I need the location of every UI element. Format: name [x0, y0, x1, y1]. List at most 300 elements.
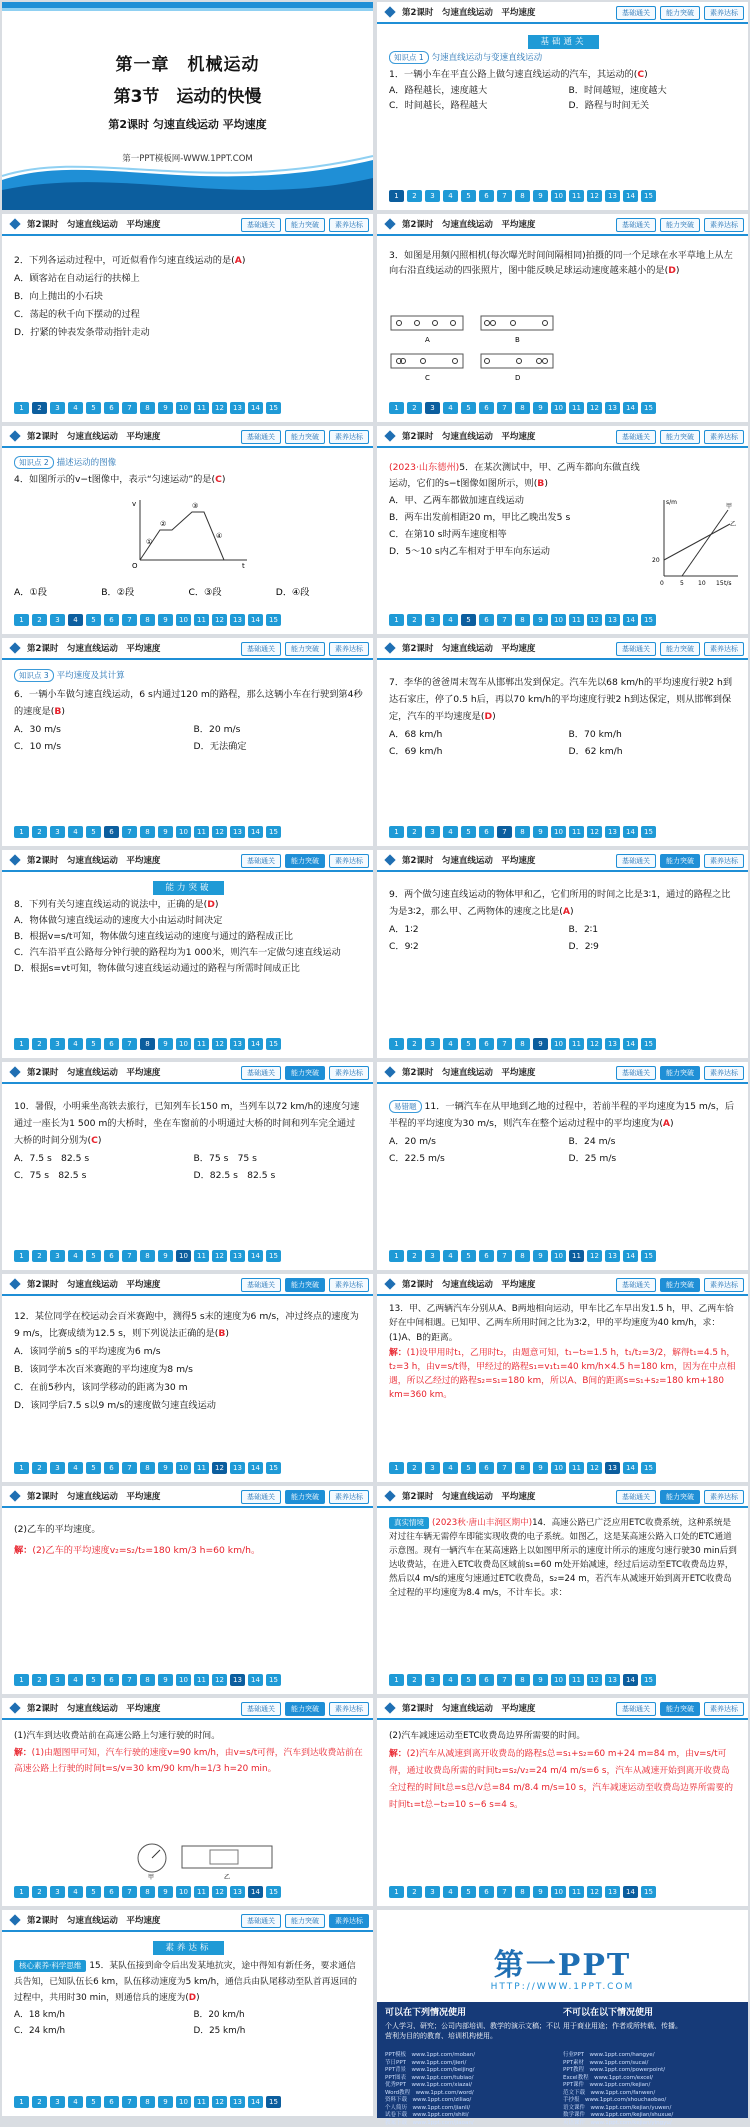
slide-q10[interactable]: 第2课时 匀速直线运动 平均速度 基础通关 能力突破 素养达标 10．暑假，小明乘坐高铁去旅行，已知列车长150 m，当列车以72 km/h的速度匀速通过一座长为1 500 m的大桥时，坐在车窗前的小明通过大桥的时间和列车完全通过大桥的时间分别为(C) A．7.5 s 82.5 s B．75 s 75 s C．75 s 82.5 s D．82.5 s 82.5 s 1 2 3 4 5 6 7 8 9 10 11 12 13 14 15: [2, 1062, 373, 1270]
pager[interactable]: [14, 1886, 281, 1898]
page-button-6[interactable]: 6: [104, 1886, 119, 1898]
page-button-7[interactable]: 7: [122, 2096, 137, 2108]
page-button-4[interactable]: 4: [68, 614, 83, 626]
slide-q12[interactable]: 第2课时 匀速直线运动 平均速度 基础通关 能力突破 素养达标 12．某位同学在校运动会百米赛跑中，测得5 s末的速度为6 m/s，冲过终点的速度为9 m/s，比赛成绩为12.5 s，则下列说法正确的是(B) A．该同学前5 s的平均速度为6 m/s B．该同学本次百米赛跑的平均速度为8 m/s C．在前5秒内，该同学移动的距离为30 m D．该同学后7.5 s以9 m/s的速度做匀速直线运动 1 2 3 4 5 6 7 8 9 10 11 12 13 14 15: [2, 1274, 373, 1482]
page-button-5[interactable]: 5: [461, 1674, 476, 1686]
page-button-9[interactable]: 9: [533, 1038, 548, 1050]
page-button-3[interactable]: 3: [50, 2096, 65, 2108]
tab-literacy[interactable]: 素养达标: [329, 430, 369, 444]
page-button-2[interactable]: 2: [407, 614, 422, 626]
resource-link[interactable]: 教案下载 www.1ppt.com/jiaoan/: [385, 2120, 563, 2127]
page-button-8[interactable]: 8: [140, 1038, 155, 1050]
page-button-12[interactable]: 12: [212, 614, 227, 626]
page-button-4[interactable]: 4: [443, 1038, 458, 1050]
page-button-4[interactable]: 4: [443, 190, 458, 202]
page-button-13[interactable]: 13: [230, 1250, 245, 1262]
page-button-15[interactable]: 15: [641, 1462, 656, 1474]
page-button-8[interactable]: 8: [140, 1250, 155, 1262]
page-button-1[interactable]: 1: [14, 1462, 29, 1474]
pager[interactable]: [389, 1462, 656, 1474]
page-button-4[interactable]: 4: [68, 1674, 83, 1686]
tab-literacy[interactable]: 素养达标: [704, 6, 744, 20]
page-button-14[interactable]: 14: [623, 826, 638, 838]
page-button-10[interactable]: 10: [551, 1250, 566, 1262]
page-button-9[interactable]: 9: [533, 826, 548, 838]
page-button-6[interactable]: 6: [479, 1038, 494, 1050]
page-button-15[interactable]: 15: [641, 614, 656, 626]
page-button-4[interactable]: 4: [443, 614, 458, 626]
pager[interactable]: [389, 826, 656, 838]
page-button-9[interactable]: 9: [533, 614, 548, 626]
page-button-14[interactable]: 14: [248, 402, 263, 414]
page-button-14[interactable]: 14: [248, 1462, 263, 1474]
page-button-2[interactable]: 2: [407, 1250, 422, 1262]
page-button-14[interactable]: 14: [623, 402, 638, 414]
page-button-2[interactable]: 2: [407, 1462, 422, 1474]
pager[interactable]: [389, 190, 656, 202]
tab-ability[interactable]: 能力突破: [660, 6, 700, 20]
page-button-13[interactable]: 13: [605, 826, 620, 838]
resource-link[interactable]: 个人简历 www.1ppt.com/jianli/: [385, 2105, 563, 2113]
page-button-7[interactable]: 7: [122, 614, 137, 626]
tab-basic[interactable]: 基础通关: [616, 854, 656, 868]
page-button-4[interactable]: 4: [68, 1462, 83, 1474]
tab-basic[interactable]: 基础通关: [241, 218, 281, 232]
page-button-10[interactable]: 10: [551, 1038, 566, 1050]
page-button-7[interactable]: 7: [497, 1462, 512, 1474]
page-button-1[interactable]: 1: [389, 1250, 404, 1262]
tab-ability[interactable]: 能力突破: [285, 642, 325, 656]
page-button-13[interactable]: 13: [605, 614, 620, 626]
page-button-15[interactable]: 15: [641, 190, 656, 202]
page-button-2[interactable]: 2: [407, 1674, 422, 1686]
page-button-4[interactable]: 4: [443, 1462, 458, 1474]
resource-link[interactable]: PPT模板 www.1ppt.com/moban/: [385, 2052, 563, 2060]
page-button-4[interactable]: 4: [443, 1674, 458, 1686]
tab-literacy[interactable]: 素养达标: [329, 1490, 369, 1504]
slide-q5[interactable]: 第2课时 匀速直线运动 平均速度 基础通关 能力突破 素养达标 (2023·山东德州)5．在某次测试中，甲、乙两车都向东做直线运动，它们的s−t图像如图所示，则(B) A．甲、乙两车都做加速直线运动 B．两车出发前相距20 m，甲比乙晚出发5 s C．在第10 s时两车速度相等 D．5～10 s内乙车相对于甲车向东运动 s/m t/s 0 5 10 15 20 甲 乙 1 2 3 4 5 6 7 8 9 10 11 12 13 14 15: [377, 426, 748, 634]
page-button-15[interactable]: 15: [266, 402, 281, 414]
page-button-6[interactable]: 6: [104, 1038, 119, 1050]
page-button-5[interactable]: 5: [461, 190, 476, 202]
page-button-6[interactable]: 6: [479, 1462, 494, 1474]
page-button-1[interactable]: 1: [389, 1674, 404, 1686]
tab-literacy[interactable]: 素养达标: [704, 854, 744, 868]
page-button-10[interactable]: 10: [176, 2096, 191, 2108]
tab-ability[interactable]: 能力突破: [660, 854, 700, 868]
page-button-8[interactable]: 8: [140, 1674, 155, 1686]
tab-ability[interactable]: 能力突破: [660, 218, 700, 232]
page-button-13[interactable]: 13: [230, 614, 245, 626]
page-button-11[interactable]: 11: [569, 402, 584, 414]
page-button-15[interactable]: 15: [266, 1038, 281, 1050]
slide-q4[interactable]: 第2课时 匀速直线运动 平均速度 基础通关 能力突破 素养达标 知识点 2 描述运动的图像 4．如图所示的v−t图像中，表示“匀速运动”的是(C) v t O ① ② ③ ④ A．①段 B．②段 C．③段 D．④段 1 2 3 4 5 6 7 8 9 10 11 12 13 14 15: [2, 426, 373, 634]
slide-q2[interactable]: 第2课时 匀速直线运动 平均速度 基础通关 能力突破 素养达标 2．下列各运动过程中，可近似看作匀速直线运动的是(A) A．顾客站在自动运行的扶梯上 B．向上抛出的小石块 C．荡起的秋千向下摆动的过程 D．拧紧的钟表发条带动指针走动 1 2 3 4 5 6 7 8 9 10 11 12 13 14 15: [2, 214, 373, 422]
page-button-2[interactable]: 2: [32, 614, 47, 626]
page-button-11[interactable]: 11: [569, 1250, 584, 1262]
tab-ability[interactable]: 能力突破: [660, 1490, 700, 1504]
page-button-8[interactable]: 8: [515, 1462, 530, 1474]
page-button-7[interactable]: 7: [497, 1886, 512, 1898]
page-button-3[interactable]: 3: [425, 1674, 440, 1686]
page-button-4[interactable]: 4: [443, 402, 458, 414]
tab-ability[interactable]: 能力突破: [285, 430, 325, 444]
page-button-6[interactable]: 6: [479, 614, 494, 626]
page-button-1[interactable]: 1: [389, 614, 404, 626]
page-button-7[interactable]: 7: [497, 1250, 512, 1262]
tab-literacy[interactable]: 素养达标: [329, 1702, 369, 1716]
tab-ability[interactable]: 能力突破: [660, 1066, 700, 1080]
slide-q13-part2[interactable]: 第2课时 匀速直线运动 平均速度 基础通关 能力突破 素养达标 (2)乙车的平均速度。 解：(2)乙车的平均速度v₂=s₂/t₂=180 km/3 h=60 km/h。 1 2 3 4 5 6 7 8 9 10 11 12 13 14 15: [2, 1486, 373, 1694]
page-button-4[interactable]: 4: [68, 1250, 83, 1262]
page-button-3[interactable]: 3: [425, 614, 440, 626]
page-button-9[interactable]: 9: [158, 1674, 173, 1686]
page-button-4[interactable]: 4: [68, 1038, 83, 1050]
page-button-5[interactable]: 5: [461, 826, 476, 838]
tab-literacy[interactable]: 素养达标: [329, 642, 369, 656]
page-button-15[interactable]: 15: [641, 1038, 656, 1050]
page-button-9[interactable]: 9: [158, 1250, 173, 1262]
page-button-10[interactable]: 10: [551, 1886, 566, 1898]
page-button-8[interactable]: 8: [140, 1886, 155, 1898]
page-button-13[interactable]: 13: [230, 2096, 245, 2108]
page-button-10[interactable]: 10: [176, 1038, 191, 1050]
page-button-11[interactable]: 11: [194, 2096, 209, 2108]
page-button-12[interactable]: 12: [212, 826, 227, 838]
page-button-14[interactable]: 14: [248, 1674, 263, 1686]
page-button-3[interactable]: 3: [50, 1886, 65, 1898]
page-button-14[interactable]: 14: [623, 1462, 638, 1474]
resource-link[interactable]: PPT教程 www.1ppt.com/powerpoint/: [563, 2067, 741, 2075]
page-button-7[interactable]: 7: [122, 1886, 137, 1898]
page-button-3[interactable]: 3: [425, 1462, 440, 1474]
resource-link[interactable]: PPT课件 www.1ppt.com/kejian/: [563, 2082, 741, 2090]
page-button-5[interactable]: 5: [461, 1038, 476, 1050]
page-button-1[interactable]: 1: [14, 826, 29, 838]
page-button-3[interactable]: 3: [50, 402, 65, 414]
tab-literacy[interactable]: 素养达标: [329, 1278, 369, 1292]
page-button-13[interactable]: 13: [230, 1038, 245, 1050]
tab-literacy[interactable]: 素养达标: [329, 1066, 369, 1080]
page-button-10[interactable]: 10: [176, 826, 191, 838]
tab-basic[interactable]: 基础通关: [616, 6, 656, 20]
page-button-9[interactable]: 9: [533, 1674, 548, 1686]
pager[interactable]: [14, 826, 281, 838]
page-button-3[interactable]: 3: [425, 826, 440, 838]
page-button-15[interactable]: 15: [266, 2096, 281, 2108]
tab-ability[interactable]: 能力突破: [285, 1914, 325, 1928]
page-button-5[interactable]: 5: [461, 614, 476, 626]
page-button-13[interactable]: 13: [605, 1462, 620, 1474]
page-button-1[interactable]: 1: [14, 402, 29, 414]
slide-q11[interactable]: 第2课时 匀速直线运动 平均速度 基础通关 能力突破 素养达标 易错题 11．一辆汽车在从甲地到乙地的过程中，若前半程的平均速度为15 m/s，后半程的平均速度为30 m/s，则汽车在整个运动过程中的平均速度为(A) A．20 m/s B．24 m/s C．22.5 m/s D．25 m/s 1 2 3 4 5 6 7 8 9 10 11 12 13 14 15: [377, 1062, 748, 1270]
page-button-12[interactable]: 12: [587, 190, 602, 202]
resource-link[interactable]: 试卷下载 www.1ppt.com/shiti/: [385, 2112, 563, 2120]
tab-ability[interactable]: 能力突破: [660, 430, 700, 444]
page-button-5[interactable]: 5: [86, 826, 101, 838]
page-button-14[interactable]: 14: [623, 1038, 638, 1050]
page-button-8[interactable]: 8: [140, 1462, 155, 1474]
slide-q14[interactable]: 第2课时 匀速直线运动 平均速度 基础通关 能力突破 素养达标 真实情境 (2023秋·唐山丰润区期中)14．高速公路已广泛应用ETC收费系统，这种系统是对过往车辆无需停车即能实现收费的电子系统。如图乙，这是某高速公路入口处的ETC通道示意图。现有一辆汽车在某高速路上以如图甲所示的速度计所示的速度匀速行驶30 min后到达收费站，在进入ETC收费岛区域前s₁=60 m处开始减速，经过后运动至ETC收费岛边界，然后以4 m/s的速度匀速通过ETC收费岛，s₂=24 m，若汽车从减速开始到离开ETC收费岛全过程的平均速度为8.4 m/s，不计车长。求： 1 2 3 4 5 6 7 8 9 10 11 12 13 14 15: [377, 1486, 748, 1694]
page-button-10[interactable]: 10: [551, 190, 566, 202]
page-button-7[interactable]: 7: [497, 826, 512, 838]
page-button-11[interactable]: 11: [569, 1462, 584, 1474]
pager[interactable]: [14, 1462, 281, 1474]
page-button-3[interactable]: 3: [425, 190, 440, 202]
tab-ability[interactable]: 能力突破: [285, 218, 325, 232]
resource-link[interactable]: 行业PPT www.1ppt.com/hangye/: [563, 2052, 741, 2060]
page-button-9[interactable]: 9: [158, 1038, 173, 1050]
page-button-10[interactable]: 10: [551, 826, 566, 838]
page-button-5[interactable]: 5: [86, 614, 101, 626]
page-button-3[interactable]: 3: [425, 1886, 440, 1898]
resource-link[interactable]: 英语课件 www.1ppt.com/kejian/yingyu/: [563, 2120, 741, 2127]
tab-literacy[interactable]: 素养达标: [704, 1490, 744, 1504]
page-button-11[interactable]: 11: [194, 614, 209, 626]
page-button-3[interactable]: 3: [50, 1462, 65, 1474]
page-button-15[interactable]: 15: [266, 1250, 281, 1262]
page-button-1[interactable]: 1: [389, 190, 404, 202]
page-button-12[interactable]: 12: [587, 402, 602, 414]
page-button-1[interactable]: 1: [389, 826, 404, 838]
page-button-10[interactable]: 10: [176, 614, 191, 626]
page-button-2[interactable]: 2: [32, 1462, 47, 1474]
tab-basic[interactable]: 基础通关: [616, 1278, 656, 1292]
tab-literacy[interactable]: 素养达标: [704, 218, 744, 232]
tab-literacy[interactable]: 素养达标: [704, 1278, 744, 1292]
page-button-9[interactable]: 9: [158, 614, 173, 626]
page-button-2[interactable]: 2: [407, 1886, 422, 1898]
tab-literacy[interactable]: 素养达标: [704, 1066, 744, 1080]
page-button-10[interactable]: 10: [551, 614, 566, 626]
page-button-12[interactable]: 12: [587, 1038, 602, 1050]
slide-q6[interactable]: 第2课时 匀速直线运动 平均速度 基础通关 能力突破 素养达标 知识点 3 平均速度及其计算 6．一辆小车做匀速直线运动，6 s内通过120 m的路程，那么这辆小车在行驶到第4秒的速度是(B) A．30 m/s B．20 m/s C．10 m/s D．无法确定 1 2 3 4 5 6 7 8 9 10 11 12 13 14 15: [2, 638, 373, 846]
page-button-9[interactable]: 9: [533, 1462, 548, 1474]
page-button-12[interactable]: 12: [587, 1462, 602, 1474]
resource-link[interactable]: 数学课件 www.1ppt.com/kejian/shuxue/: [563, 2112, 741, 2120]
resource-link[interactable]: PPT图表 www.1ppt.com/tubiao/: [385, 2075, 563, 2083]
page-button-6[interactable]: 6: [479, 190, 494, 202]
page-button-9[interactable]: 9: [533, 402, 548, 414]
page-button-11[interactable]: 11: [194, 826, 209, 838]
page-button-2[interactable]: 2: [32, 826, 47, 838]
slide-q15[interactable]: 第2课时 匀速直线运动 平均速度 基础通关 能力突破 素养达标 素养达标 核心素养·科学思维 15．某队伍接到命令后出发某地抗灾，途中得知有新任务，要求通信兵告知，已知队伍长6 km，队伍移动速度为5 km/h，通信兵由队尾移动至队首再返回的过程中，共用时30 min，则通信兵的速度为(D) A．18 km/h B．20 km/h C．24 km/h D．25 km/h 1 2 3 4 5 6 7 8 9 10 11 12 13 14 15: [2, 1910, 373, 2116]
page-button-11[interactable]: 11: [194, 1462, 209, 1474]
tab-basic[interactable]: 基础通关: [616, 218, 656, 232]
pager[interactable]: [14, 1038, 281, 1050]
page-button-5[interactable]: 5: [461, 1886, 476, 1898]
page-button-6[interactable]: 6: [104, 1462, 119, 1474]
site-url[interactable]: HTTP://WWW.1PPT.COM: [377, 1982, 748, 1992]
page-button-15[interactable]: 15: [266, 826, 281, 838]
tab-ability[interactable]: 能力突破: [660, 1278, 700, 1292]
page-button-14[interactable]: 14: [248, 826, 263, 838]
slide-q14-part2[interactable]: 第2课时 匀速直线运动 平均速度 基础通关 能力突破 素养达标 (2)汽车减速运动至ETC收费岛边界所需要的时间。 解：(2)汽车从减速到离开收费岛的路程s总=s₁+s₂=60 m+24 m=84 m，由v=s/t可得，通过收费岛所需的时间t₂=s₂/v₂=24 m/4 m/s=6 s，汽车从减速开始到离开收费岛全过程的时间t总=s总/v总=84 m/8.4 m/s=10 s，汽车减速运动至收费岛边界所需要的时间t₁=t总−t₂=10 s−6 s=4 s。 1 2 3 4 5 6 7 8 9 10 11 12 13 14 15: [377, 1698, 748, 1906]
page-button-6[interactable]: 6: [479, 402, 494, 414]
tab-literacy[interactable]: 素养达标: [329, 218, 369, 232]
page-button-10[interactable]: 10: [551, 402, 566, 414]
page-button-14[interactable]: 14: [623, 1674, 638, 1686]
page-button-8[interactable]: 8: [140, 614, 155, 626]
page-button-11[interactable]: 11: [569, 1674, 584, 1686]
page-button-3[interactable]: 3: [50, 826, 65, 838]
page-button-11[interactable]: 11: [569, 1038, 584, 1050]
page-button-2[interactable]: 2: [407, 826, 422, 838]
resource-link[interactable]: 语文课件 www.1ppt.com/kejian/yuwen/: [563, 2105, 741, 2113]
page-button-5[interactable]: 5: [86, 1886, 101, 1898]
tab-ability[interactable]: 能力突破: [285, 1278, 325, 1292]
page-button-10[interactable]: 10: [176, 402, 191, 414]
page-button-4[interactable]: 4: [68, 402, 83, 414]
page-button-2[interactable]: 2: [32, 1886, 47, 1898]
tab-ability[interactable]: 能力突破: [285, 1702, 325, 1716]
page-button-15[interactable]: 15: [266, 1886, 281, 1898]
page-button-13[interactable]: 13: [605, 1250, 620, 1262]
resource-link[interactable]: 优秀PPT www.1ppt.com/xiazai/: [385, 2082, 563, 2090]
page-button-1[interactable]: 1: [14, 1674, 29, 1686]
slide-q1[interactable]: [377, 2, 748, 210]
page-button-2[interactable]: 2: [407, 190, 422, 202]
tab-basic[interactable]: 基础通关: [241, 1914, 281, 1928]
page-button-9[interactable]: 9: [158, 1886, 173, 1898]
page-button-15[interactable]: 15: [266, 1462, 281, 1474]
tab-literacy[interactable]: 素养达标: [329, 1914, 369, 1928]
resource-link[interactable]: Word教程 www.1ppt.com/word/: [385, 2090, 563, 2098]
page-button-5[interactable]: 5: [461, 402, 476, 414]
pager[interactable]: [14, 1250, 281, 1262]
page-button-11[interactable]: 11: [194, 1250, 209, 1262]
page-button-15[interactable]: 15: [641, 1250, 656, 1262]
tab-basic[interactable]: 基础通关: [241, 1702, 281, 1716]
page-button-15[interactable]: 15: [641, 1674, 656, 1686]
page-button-9[interactable]: 9: [158, 2096, 173, 2108]
tab-literacy[interactable]: 素养达标: [704, 430, 744, 444]
page-button-2[interactable]: 2: [407, 402, 422, 414]
slide-q3[interactable]: 第2课时 匀速直线运动 平均速度 基础通关 能力突破 素养达标 3．如图是用频闪照相机(每次曝光时间间隔相同)拍摄的同一个足球在水平草地上从左向右沿直线运动的四张照片，图中能反映足球运动速度越来越小的是(D) A B C D 1 2 3 4 5 6 7 8 9 10 11 12 13 14 15: [377, 214, 748, 422]
page-button-6[interactable]: 6: [104, 1250, 119, 1262]
page-button-5[interactable]: 5: [86, 1250, 101, 1262]
page-button-14[interactable]: 14: [248, 614, 263, 626]
pager[interactable]: [389, 1250, 656, 1262]
page-button-6[interactable]: 6: [104, 402, 119, 414]
page-button-6[interactable]: 6: [104, 2096, 119, 2108]
page-button-7[interactable]: 7: [497, 1674, 512, 1686]
page-button-5[interactable]: 5: [86, 1462, 101, 1474]
page-button-11[interactable]: 11: [569, 826, 584, 838]
page-button-1[interactable]: 1: [14, 1038, 29, 1050]
tab-basic[interactable]: 基础通关: [616, 1490, 656, 1504]
page-button-9[interactable]: 9: [158, 1462, 173, 1474]
page-button-9[interactable]: 9: [158, 826, 173, 838]
page-button-15[interactable]: 15: [641, 402, 656, 414]
page-button-7[interactable]: 7: [497, 402, 512, 414]
page-button-11[interactable]: 11: [569, 190, 584, 202]
page-button-6[interactable]: 6: [479, 1674, 494, 1686]
resource-link[interactable]: PPT背景 www.1ppt.com/beijing/: [385, 2067, 563, 2075]
page-button-13[interactable]: 13: [230, 1674, 245, 1686]
page-button-2[interactable]: 2: [32, 2096, 47, 2108]
resource-link[interactable]: PPT素材 www.1ppt.com/sucai/: [563, 2060, 741, 2068]
page-button-1[interactable]: 1: [389, 402, 404, 414]
resource-link[interactable]: Excel教程 www.1ppt.com/excel/: [563, 2075, 741, 2083]
page-button-10[interactable]: 10: [551, 1674, 566, 1686]
page-button-11[interactable]: 11: [569, 614, 584, 626]
page-button-5[interactable]: 5: [461, 1462, 476, 1474]
pager[interactable]: [14, 402, 281, 414]
page-button-3[interactable]: 3: [425, 1038, 440, 1050]
page-button-15[interactable]: 15: [641, 1886, 656, 1898]
page-button-5[interactable]: 5: [86, 1038, 101, 1050]
tab-literacy[interactable]: 素养达标: [704, 642, 744, 656]
pager[interactable]: [14, 1674, 281, 1686]
tab-basic[interactable]: 基础通关: [616, 1066, 656, 1080]
tab-literacy[interactable]: 素养达标: [704, 1702, 744, 1716]
slide-title[interactable]: [2, 2, 373, 210]
page-button-8[interactable]: 8: [515, 190, 530, 202]
page-button-4[interactable]: 4: [68, 826, 83, 838]
page-button-1[interactable]: 1: [14, 1886, 29, 1898]
page-button-5[interactable]: 5: [86, 2096, 101, 2108]
pager[interactable]: [14, 2096, 281, 2108]
page-button-7[interactable]: 7: [122, 1250, 137, 1262]
page-button-13[interactable]: 13: [230, 1462, 245, 1474]
tab-ability[interactable]: 能力突破: [660, 1702, 700, 1716]
page-button-7[interactable]: 7: [497, 1038, 512, 1050]
page-button-8[interactable]: 8: [515, 1038, 530, 1050]
page-button-8[interactable]: 8: [515, 614, 530, 626]
page-button-12[interactable]: 12: [587, 826, 602, 838]
tab-basic[interactable]: 基础通关: [241, 1278, 281, 1292]
page-button-4[interactable]: 4: [68, 2096, 83, 2108]
page-button-11[interactable]: 11: [194, 402, 209, 414]
page-button-7[interactable]: 7: [122, 826, 137, 838]
page-button-2[interactable]: 2: [407, 1038, 422, 1050]
page-button-12[interactable]: 12: [212, 402, 227, 414]
page-button-1[interactable]: 1: [14, 1250, 29, 1262]
page-button-1[interactable]: 1: [14, 614, 29, 626]
tab-basic[interactable]: 基础通关: [241, 430, 281, 444]
page-button-12[interactable]: 12: [212, 1462, 227, 1474]
page-button-11[interactable]: 11: [194, 1038, 209, 1050]
page-button-10[interactable]: 10: [176, 1886, 191, 1898]
page-button-4[interactable]: 4: [68, 1886, 83, 1898]
page-button-7[interactable]: 7: [122, 1674, 137, 1686]
page-button-5[interactable]: 5: [461, 1250, 476, 1262]
page-button-14[interactable]: 14: [623, 614, 638, 626]
slide-q9[interactable]: 第2课时 匀速直线运动 平均速度 基础通关 能力突破 素养达标 9．两个做匀速直线运动的物体甲和乙，它们所用的时间之比是3∶1，通过的路程之比为是3∶2，那么甲、乙两物体的速度之比是(A) A．1∶2 B．2∶1 C．9∶2 D．2∶9 1 2 3 4 5 6 7 8 9 10 11 12 13 14 15: [377, 850, 748, 1058]
page-button-14[interactable]: 14: [248, 1038, 263, 1050]
page-button-7[interactable]: 7: [497, 190, 512, 202]
page-button-8[interactable]: 8: [140, 402, 155, 414]
resource-link[interactable]: 手抄报 www.1ppt.com/shouchaobao/: [563, 2097, 741, 2105]
page-button-12[interactable]: 12: [212, 1038, 227, 1050]
tab-basic[interactable]: 基础通关: [616, 430, 656, 444]
page-button-6[interactable]: 6: [104, 826, 119, 838]
page-button-12[interactable]: 12: [212, 1674, 227, 1686]
page-button-4[interactable]: 4: [443, 826, 458, 838]
page-button-8[interactable]: 8: [515, 1886, 530, 1898]
page-button-10[interactable]: 10: [176, 1462, 191, 1474]
slide-q14-part1[interactable]: 第2课时 匀速直线运动 平均速度 基础通关 能力突破 素养达标 (1)汽车到达收费站前在高速公路上匀速行驶的时间。 解：(1)由题图甲可知，汽车行驶的速度v=90 km/h，由v=s/t可得，汽车到达收费站前在高速公路上行驶的时间t=s/v=30 km/90 km/h=1/3 h=20 min。 甲 乙 1 2 3 4 5 6 7 8 9 10 11 12 13 14 15: [2, 1698, 373, 1906]
pager[interactable]: [14, 614, 281, 626]
tab-ability[interactable]: 能力突破: [285, 1490, 325, 1504]
page-button-13[interactable]: 13: [605, 1886, 620, 1898]
page-button-14[interactable]: 14: [623, 1250, 638, 1262]
page-button-10[interactable]: 10: [176, 1250, 191, 1262]
page-button-14[interactable]: 14: [248, 1250, 263, 1262]
page-button-1[interactable]: 1: [389, 1462, 404, 1474]
page-button-3[interactable]: 3: [50, 1674, 65, 1686]
